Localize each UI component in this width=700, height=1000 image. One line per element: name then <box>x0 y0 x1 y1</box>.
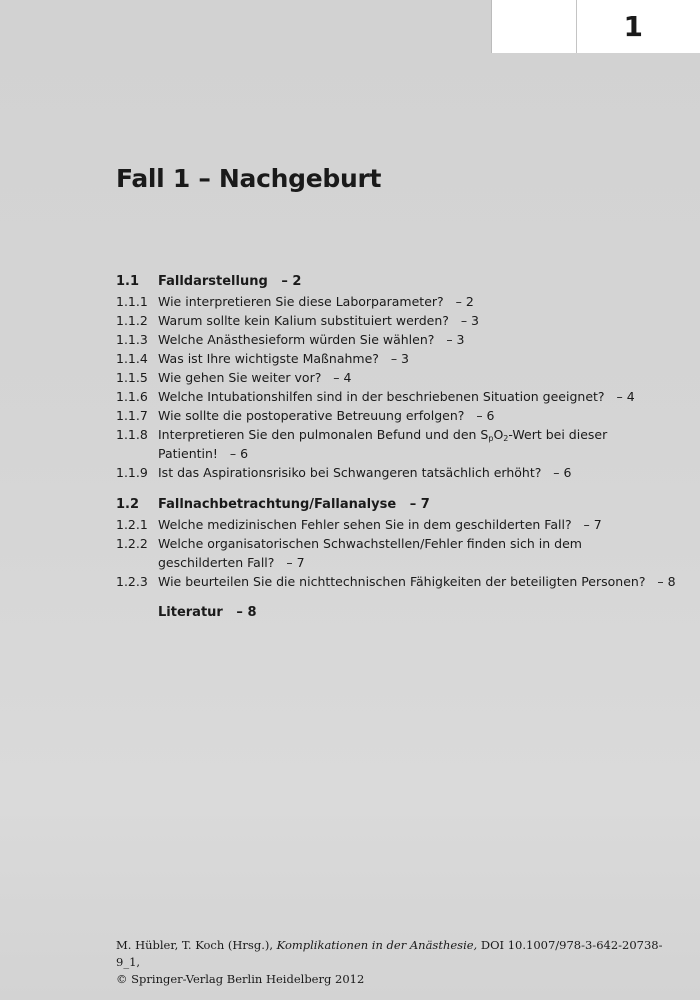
table-of-contents <box>116 272 676 623</box>
chapter-number: 1 <box>623 10 643 43</box>
toc-title: Falldarstellung <box>158 274 268 289</box>
citation-authors: M. Hübler, T. Koch (Hrsg.), <box>116 938 273 952</box>
toc-page: – 7 <box>286 555 305 570</box>
toc-item-1-1-5[interactable] <box>116 368 676 387</box>
toc-section-1-1[interactable] <box>116 272 676 291</box>
chapter-tab <box>491 0 700 53</box>
toc-page: – 6 <box>553 465 572 480</box>
toc-text: Wie interpretieren Sie diese Laborparameter? <box>158 294 444 309</box>
toc-item-1-2-2-continued[interactable] <box>116 553 676 572</box>
toc-item-1-1-9[interactable] <box>116 463 676 482</box>
toc-number: 1.2.2 <box>116 536 148 551</box>
toc-item-1-2-3[interactable] <box>116 572 676 591</box>
toc-text: Ist das Aspirationsrisiko bei Schwangeren tatsächlich erhöht? <box>158 465 542 480</box>
toc-item-1-2-2[interactable] <box>116 534 676 553</box>
toc-number: 1.1.7 <box>116 408 148 423</box>
toc-number: 1.1.1 <box>116 294 148 309</box>
toc-number: 1.1.9 <box>116 465 148 480</box>
toc-section-1-2[interactable] <box>116 495 676 514</box>
chapter-tab-divider <box>576 0 577 53</box>
toc-text: Welche medizinischen Fehler sehen Sie in dem geschilderten Fall? <box>158 517 572 532</box>
toc-page: – 8 <box>236 605 257 620</box>
toc-text: Wie sollte die postoperative Betreuung erfolgen? <box>158 408 465 423</box>
toc-text: Interpretieren Sie den pulmonalen Befund und den S <box>158 427 489 442</box>
toc-number: 1.1.6 <box>116 389 148 404</box>
toc-number: 1.1.3 <box>116 332 148 347</box>
citation-doi: DOI 10.1007/978-3-642-20738-9_1, <box>116 938 663 969</box>
citation-footer <box>116 937 686 988</box>
chapter-title: Fall 1 – Nachgeburt <box>116 164 382 193</box>
toc-text: O <box>493 427 504 442</box>
toc-text: Welche Intubationshilfen sind in der beschriebenen Situation geeignet? <box>158 389 605 404</box>
toc-text: Welche Anästhesieform würden Sie wählen? <box>158 332 435 347</box>
toc-page: – 3 <box>460 313 479 328</box>
toc-page: – 3 <box>390 351 410 366</box>
toc-item-1-1-1[interactable] <box>116 292 676 311</box>
toc-item-1-1-3[interactable] <box>116 330 676 349</box>
toc-page: – 7 <box>409 497 430 512</box>
toc-item-1-1-2[interactable] <box>116 311 676 330</box>
toc-page: – 4 <box>333 370 352 385</box>
toc-text: Patientin! <box>158 446 218 461</box>
toc-item-1-1-4[interactable] <box>116 349 676 368</box>
toc-title: Fallnachbetrachtung/Fallanalyse <box>158 497 397 512</box>
toc-text: Wie gehen Sie weiter vor? <box>158 370 322 385</box>
toc-item-1-1-7[interactable] <box>116 406 676 425</box>
toc-text: Welche organisatorischen Schwachstellen/Fehler finden sich in dem <box>158 536 582 551</box>
toc-title: Literatur <box>158 605 223 620</box>
toc-page: – 4 <box>616 389 635 404</box>
toc-number: 1.2.1 <box>116 517 148 532</box>
toc-page: – 2 <box>281 274 302 289</box>
toc-text: Wie beurteilen Sie die nichttechnischen Fähigkeiten der beteiligten Personen? <box>158 574 646 589</box>
toc-number: 1.1.8 <box>116 427 148 442</box>
toc-text: Was ist Ihre wichtigste Maßnahme? <box>158 351 379 366</box>
toc-page: – 8 <box>657 574 676 589</box>
citation-copyright: © Springer-Verlag Berlin Heidelberg 2012 <box>116 972 365 986</box>
toc-text: geschilderten Fall? <box>158 555 275 570</box>
toc-page: – 2 <box>455 294 474 309</box>
toc-subscript: p <box>488 434 494 443</box>
toc-number: 1.1.4 <box>116 351 148 366</box>
toc-number: 1.1.2 <box>116 313 148 328</box>
toc-literature[interactable] <box>116 603 676 622</box>
toc-subscript: 2 <box>503 434 509 443</box>
toc-item-1-1-8[interactable] <box>116 425 676 444</box>
citation-line-1 <box>116 937 686 971</box>
toc-text: Warum sollte kein Kalium substituiert werden? <box>158 313 449 328</box>
toc-item-1-1-8-continued[interactable] <box>116 444 676 463</box>
toc-number: 1.1 <box>116 274 140 289</box>
toc-page: – 6 <box>229 446 249 461</box>
citation-book-title: Komplikationen in der Anästhesie, <box>276 938 478 952</box>
toc-item-1-1-6[interactable] <box>116 387 676 406</box>
toc-number: 1.1.5 <box>116 370 148 385</box>
toc-page: – 3 <box>446 332 465 347</box>
toc-page: – 6 <box>476 408 495 423</box>
toc-page: – 7 <box>583 517 602 532</box>
toc-item-1-2-1[interactable] <box>116 515 676 534</box>
toc-number: 1.2.3 <box>116 574 148 589</box>
toc-number: 1.2 <box>116 497 140 512</box>
toc-text: -Wert bei dieser <box>508 427 608 442</box>
